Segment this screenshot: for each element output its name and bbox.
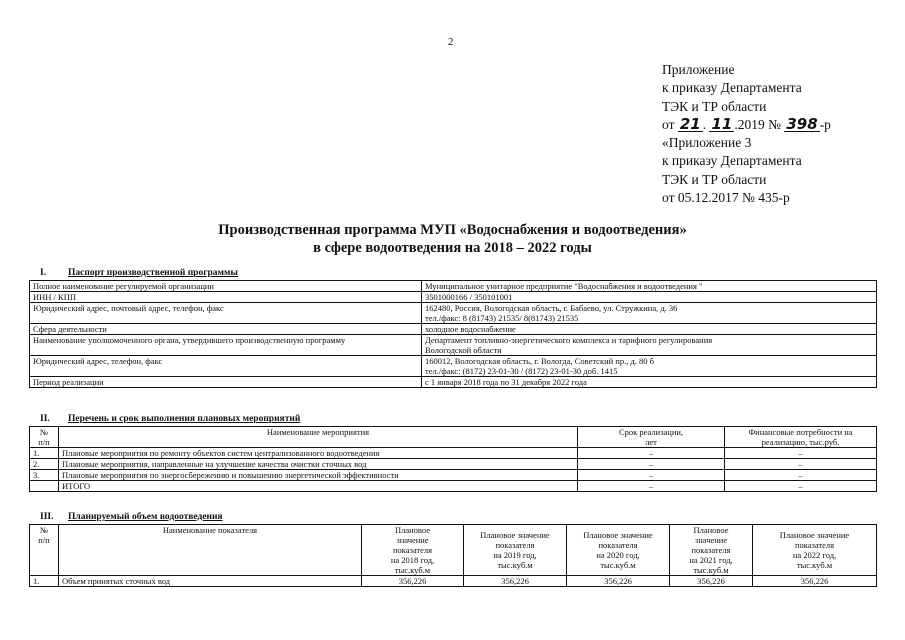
header-term xyxy=(578,427,725,448)
header-2022-line: Плановое значение xyxy=(779,530,850,540)
passport-key: Полное наименование регулируемой организации xyxy=(30,281,422,292)
passport-value-line-2: Вологодской области xyxy=(425,345,502,355)
header-financing xyxy=(725,427,877,448)
header-2022-line: показателя xyxy=(794,540,835,550)
passport-value-cell xyxy=(422,303,877,324)
appendix-block xyxy=(662,61,831,207)
activity-financing: – xyxy=(725,448,877,459)
date-year: .2019 № xyxy=(734,116,781,132)
passport-value: с 1 января 2018 года по 31 декабря 2022 года xyxy=(422,377,877,388)
section-1-heading xyxy=(34,268,238,278)
table-row xyxy=(30,459,877,470)
appendix-line-5: «Приложение 3 xyxy=(662,135,752,151)
table-row xyxy=(30,481,877,492)
header-number-line-1: № xyxy=(39,525,49,535)
header-2019-line: тыс.куб.м xyxy=(497,560,533,570)
value-2022: 356,226 xyxy=(753,576,877,587)
page-number: 2 xyxy=(448,36,454,48)
date-prefix: от xyxy=(662,116,675,132)
table-row xyxy=(30,448,877,459)
table-row xyxy=(30,470,877,481)
header-number xyxy=(30,427,59,448)
volume-table xyxy=(29,524,877,587)
table-row xyxy=(30,576,877,587)
handwritten-order-number: 398 xyxy=(786,114,818,133)
activity-term: – xyxy=(578,459,725,470)
header-number-line-1: № xyxy=(39,427,49,437)
header-2020 xyxy=(567,525,670,576)
header-2018-line: тыс.куб.м xyxy=(394,565,431,575)
appendix-line-3: ТЭК и ТР области xyxy=(662,98,767,114)
appendix-date-line xyxy=(662,116,831,134)
section-1-number: I. xyxy=(40,268,47,278)
passport-key: Сфера деятельности xyxy=(30,324,422,335)
activities-table xyxy=(29,426,877,492)
value-2021: 356,226 xyxy=(670,576,753,587)
activity-name: Плановые мероприятия по энергосбережению и повышению энергетической эффективности xyxy=(59,470,578,481)
header-2019 xyxy=(464,525,567,576)
header-number xyxy=(30,525,59,576)
title-line-1: Производственная программа МУП «Водоснабжения и водоотведения» xyxy=(218,222,687,238)
date-dot: . xyxy=(702,116,707,132)
activity-name: ИТОГО xyxy=(59,481,578,492)
handwritten-day: 21 xyxy=(679,114,701,133)
table-row xyxy=(30,303,877,324)
header-number-line-2: п/п xyxy=(38,535,50,545)
value-2020: 356,226 xyxy=(567,576,670,587)
header-term-line-2: лет xyxy=(645,437,657,447)
table-row xyxy=(30,377,877,388)
header-2018-line: Плановое xyxy=(394,525,431,535)
order-suffix: -р xyxy=(819,116,831,132)
row-number: 2. xyxy=(30,459,59,470)
header-2018-line: на 2018 год, xyxy=(390,555,435,565)
header-2021-line: значение xyxy=(694,535,728,545)
document-title xyxy=(0,221,905,257)
passport-value: 160012, Вологодская область, г. Вологда, Советский пр., д. 80 б xyxy=(425,356,655,366)
header-2022-line: на 2022 год, xyxy=(792,550,837,560)
header-2021 xyxy=(670,525,753,576)
section-2-number: II. xyxy=(40,414,50,424)
appendix-line-7: ТЭК и ТР области xyxy=(662,171,767,187)
header-2020-line: показателя xyxy=(598,540,638,550)
header-financing-line-1: Финансовые потребности на xyxy=(748,427,853,437)
header-2021-line: тыс.куб.м xyxy=(693,565,729,575)
activity-term: – xyxy=(578,481,725,492)
table-header-row xyxy=(30,525,877,576)
activity-term: – xyxy=(578,470,725,481)
passport-value-line-2: тел./факс: (8172) 23-01-30 / (8172) 23-01-30 доб. 1415 xyxy=(425,366,618,376)
header-2021-line: показателя xyxy=(691,545,731,555)
activity-name: Плановые мероприятия, направленные на улучшение качества очистки сточных вод xyxy=(59,459,578,470)
header-2020-line: тыс.куб.м xyxy=(600,560,636,570)
table-header-row xyxy=(30,427,877,448)
header-2018-line: показателя xyxy=(392,545,433,555)
value-2018: 356,226 xyxy=(362,576,464,587)
passport-value-line-2: тел./факс: 8 (81743) 21535/ 8(81743) 21535 xyxy=(425,313,579,323)
passport-key: Наименование уполномоченного органа, утвердившего производственную программу xyxy=(30,335,422,356)
header-2019-line: Плановое значение xyxy=(480,530,550,540)
appendix-line-2: к приказу Департамента xyxy=(662,80,802,96)
header-number-line-2: п/п xyxy=(38,437,50,447)
indicator-name: Объем принятых сточных вод xyxy=(59,576,362,587)
passport-key: Юридический адрес, почтовый адрес, телефон, факс xyxy=(30,303,422,324)
passport-value: 162480, Россия, Вологодская область, г. Бабаево, ул. Стружкина, д. 36 xyxy=(425,303,678,313)
passport-key: Юридический адрес, телефон, факс xyxy=(30,356,422,377)
header-2021-line: на 2021 год, xyxy=(689,555,733,565)
activity-financing: – xyxy=(725,481,877,492)
section-3-title: Планируемый объем водоотведения xyxy=(68,512,223,522)
appendix-line-6: к приказу Департамента xyxy=(662,153,802,169)
header-2019-line: на 2019 год, xyxy=(493,550,537,560)
passport-key: ИНН / КПП xyxy=(30,292,422,303)
passport-value-cell xyxy=(422,335,877,356)
section-2-heading xyxy=(34,414,300,424)
activity-financing: – xyxy=(725,470,877,481)
table-row xyxy=(30,324,877,335)
header-2022 xyxy=(753,525,877,576)
row-number: 3. xyxy=(30,470,59,481)
header-indicator-name: Наименование показателя xyxy=(59,525,362,576)
header-2022-line: тыс.куб.м xyxy=(796,560,833,570)
header-2021-line: Плановое xyxy=(693,525,729,535)
header-2020-line: Плановое значение xyxy=(583,530,653,540)
handwritten-month: 11 xyxy=(711,114,733,133)
section-3-heading xyxy=(34,512,223,522)
table-row xyxy=(30,356,877,377)
passport-value: Департамент топливно-энергетического комплекса и тарифного регулирования xyxy=(425,335,713,345)
row-number: 1. xyxy=(30,448,59,459)
header-2018-line: значение xyxy=(396,535,429,545)
row-number xyxy=(30,481,59,492)
appendix-line-1: Приложение xyxy=(662,62,735,77)
header-activity-name: Наименование мероприятия xyxy=(59,427,578,448)
activity-financing: – xyxy=(725,459,877,470)
passport-table xyxy=(29,280,877,388)
passport-key: Период реализации xyxy=(30,377,422,388)
section-2-title: Перечень и срок выполнения плановых мероприятий xyxy=(68,414,301,424)
title-line-2: в сфере водоотведения на 2018 – 2022 годы xyxy=(313,240,592,256)
row-number: 1. xyxy=(30,576,59,587)
header-2018 xyxy=(362,525,464,576)
passport-value: 3501000166 / 350101001 xyxy=(422,292,877,303)
header-financing-line-2: реализацию, тыс.руб. xyxy=(761,437,840,447)
activity-term: – xyxy=(578,448,725,459)
table-row xyxy=(30,292,877,303)
header-2020-line: на 2020 год, xyxy=(596,550,640,560)
table-row xyxy=(30,281,877,292)
section-3-number: III. xyxy=(40,512,54,522)
section-1-title: Паспорт производственной программы xyxy=(68,268,238,278)
table-row xyxy=(30,335,877,356)
passport-value: Муниципальное унитарное предприятие "Водоснабжения и водоотведения " xyxy=(422,281,877,292)
appendix-line-8: от 05.12.2017 № 435-р xyxy=(662,190,790,206)
activity-name: Плановые мероприятия по ремонту объектов систем централизованного водоотведения xyxy=(59,448,578,459)
passport-value-cell xyxy=(422,356,877,377)
header-term-line-1: Срок реализации, xyxy=(618,427,684,437)
value-2019: 356,226 xyxy=(464,576,567,587)
passport-value: холодное водоснабжение xyxy=(422,324,877,335)
header-2019-line: показателя xyxy=(495,540,535,550)
